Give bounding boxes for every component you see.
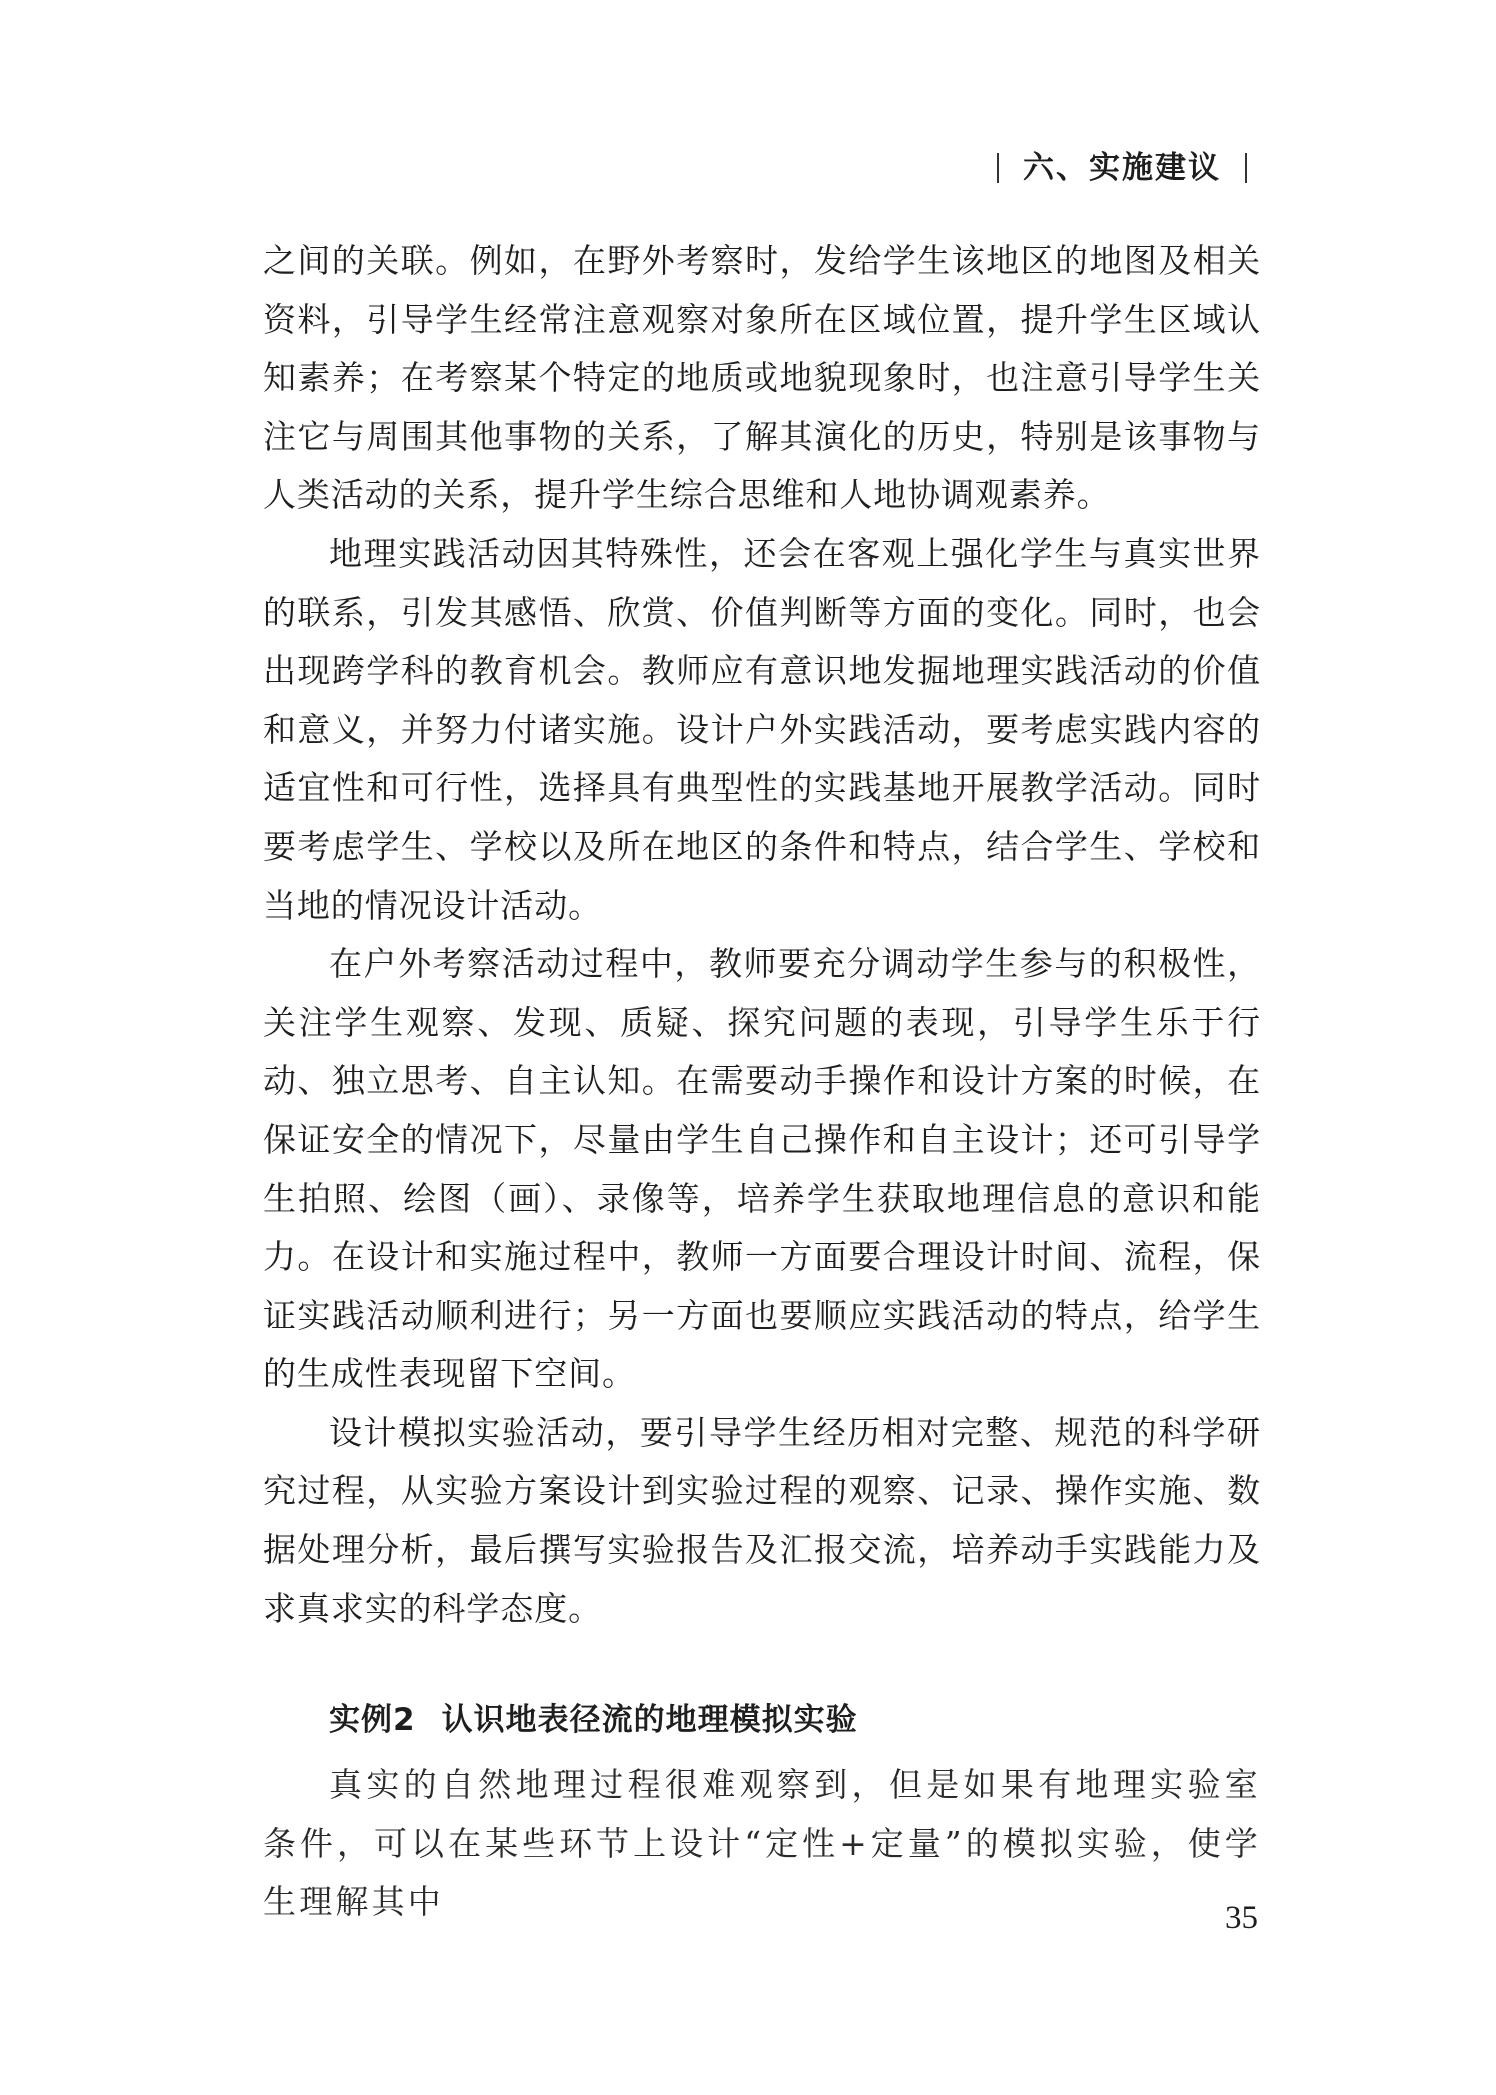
- running-header: [973, 142, 1271, 187]
- body-text: [263, 232, 1261, 1932]
- header-right-rule: [1245, 153, 1247, 183]
- paragraph-continuation: 之间的关联。例如，在野外考察时，发给学生该地区的地图及相关资料，引导学生经常注意观察对象所在区域位置，提升学生区域认知素养；在考察某个特定的地质或地貌现象时，也注意引导学生关注它与周围其他事物的关系，了解其演化的历史，特别是该事物与人类活动的关系，提升学生综合思维和人地协调观素养。: [263, 241, 1261, 515]
- example-body: 真实的自然地理过程很难观察到，但是如果有地理实验室条件，可以在某些环节上设计“定性+定量”的模拟实验，使学生理解其中: [263, 1765, 1261, 1922]
- paragraph-outdoor-investigation: 在户外考察活动过程中，教师要充分调动学生参与的积极性，关注学生观察、发现、质疑、探究问题的表现，引导学生乐于行动、独立思考、自主认知。在需要动手操作和设计方案的时候，在保证安全的情况下，尽量由学生自己操作和自主设计；还可引导学生拍照、绘图（画）、录像等，培养学生获取地理信息的意识和能力。在设计和实施过程中，教师一方面要合理设计时间、流程，保证实践活动顺利进行；另一方面也要顺应实践活动的特点，给学生的生成性表现留下空间。: [263, 944, 1261, 1394]
- header-left-rule: [997, 153, 999, 183]
- example-heading: [329, 1692, 1261, 1748]
- paragraph-simulation-experiment: 设计模拟实验活动，要引导学生经历相对完整、规范的科学研究过程，从实验方案设计到实验过程的观察、记录、操作实施、数据处理分析，最后撰写实验报告及汇报交流，培养动手实践能力及求真求实的科学态度。: [263, 1412, 1261, 1628]
- example-label: 实例2: [329, 1702, 416, 1739]
- paragraph-practice-activities: 地理实践活动因其特殊性，还会在客观上强化学生与真实世界的联系，引发其感悟、欣赏、价值判断等方面的变化。同时，也会出现跨学科的教育机会。教师应有意识地发掘地理实践活动的价值和意义，并努力付诸实施。设计户外实践活动，要考虑实践内容的适宜性和可行性，选择具有典型性的实践基地开展教学活动。同时要考虑学生、学校以及所在地区的条件和特点，结合学生、学校和当地的情况设计活动。: [263, 533, 1261, 925]
- example-title: 认识地表径流的地理模拟实验: [441, 1702, 858, 1739]
- page-number: 35: [1225, 1900, 1258, 1936]
- header-section-title: 六、实施建议: [1023, 150, 1221, 186]
